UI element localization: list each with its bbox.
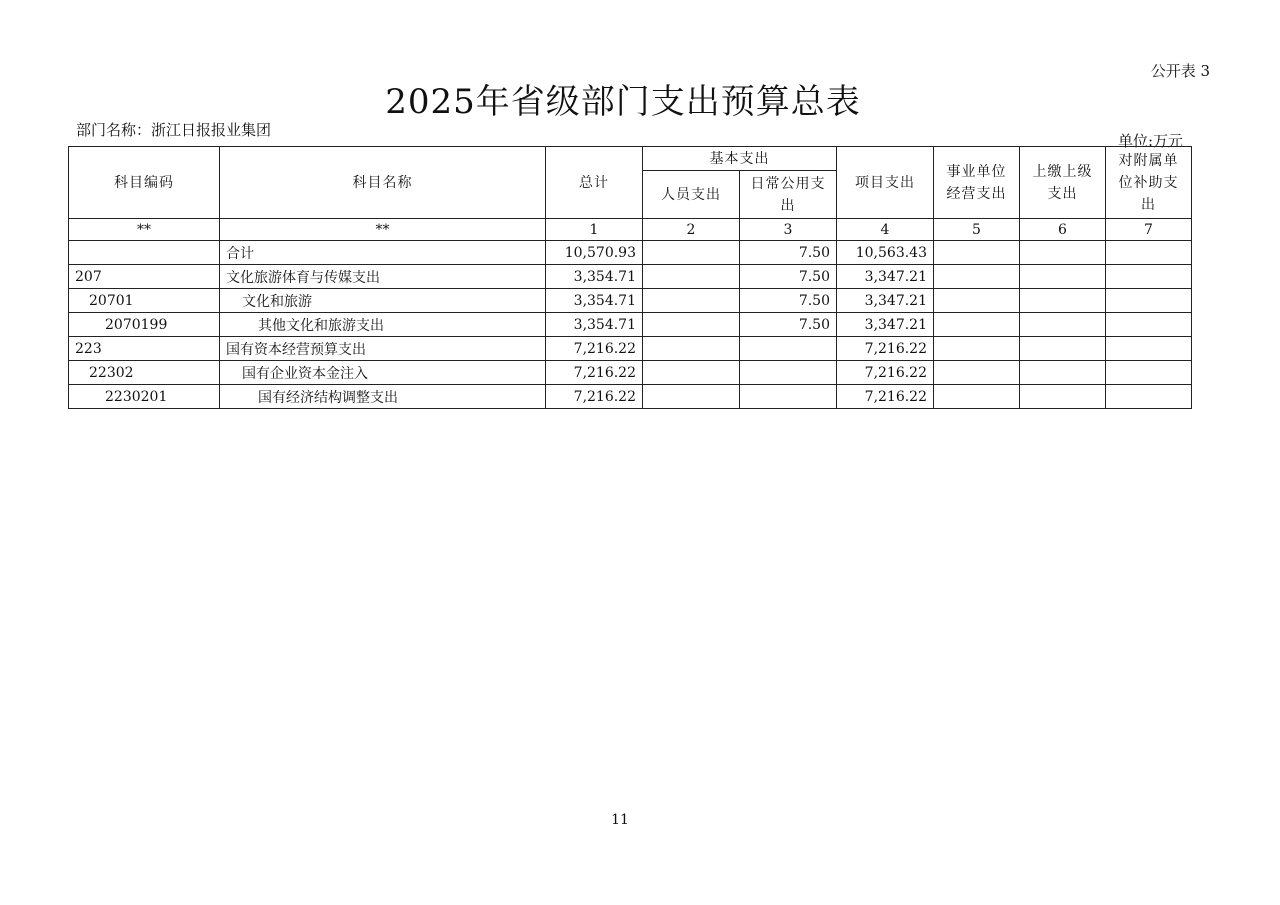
department-name: 部门名称：浙江日报报业集团 xyxy=(76,121,272,139)
row-project: 7,216.22 xyxy=(837,385,934,409)
row-name: 文化旅游体育与传媒支出 xyxy=(220,265,546,289)
row-upper-payment xyxy=(1020,241,1106,265)
row-subsidy xyxy=(1106,385,1192,409)
table-row xyxy=(69,385,1192,409)
row-personnel xyxy=(643,241,740,265)
header-business-unit: 事业单位经营支出 xyxy=(934,147,1020,219)
row-code: 2070199 xyxy=(69,313,220,337)
row-total: 7,216.22 xyxy=(546,361,643,385)
page-title: 2025年省级部门支出预算总表 xyxy=(385,82,861,122)
row-total: 3,354.71 xyxy=(546,313,643,337)
row-name: 国有企业资本金注入 xyxy=(220,361,546,385)
row-code: 22302 xyxy=(69,361,220,385)
row-name: 文化和旅游 xyxy=(220,289,546,313)
row-project: 3,347.21 xyxy=(837,313,934,337)
row-upper-payment xyxy=(1020,361,1106,385)
row-name: 国有资本经营预算支出 xyxy=(220,337,546,361)
row-total: 7,216.22 xyxy=(546,385,643,409)
header-project: 项目支出 xyxy=(837,147,934,219)
row-code: 223 xyxy=(69,337,220,361)
row-business-unit xyxy=(934,385,1020,409)
table-row xyxy=(69,265,1192,289)
header-name: 科目名称 xyxy=(220,147,546,219)
row-project: 7,216.22 xyxy=(837,337,934,361)
row-business-unit xyxy=(934,241,1020,265)
row-business-unit xyxy=(934,361,1020,385)
header-personnel: 人员支出 xyxy=(643,171,740,219)
row-name: 合计 xyxy=(220,241,546,265)
table-row-total xyxy=(69,241,1192,265)
row-subsidy xyxy=(1106,313,1192,337)
row-personnel xyxy=(643,385,740,409)
index-cell: 6 xyxy=(1020,219,1106,241)
row-code: 2230201 xyxy=(69,385,220,409)
index-cell: 5 xyxy=(934,219,1020,241)
index-cell: 7 xyxy=(1106,219,1192,241)
row-upper-payment xyxy=(1020,289,1106,313)
row-project: 3,347.21 xyxy=(837,265,934,289)
row-personnel xyxy=(643,289,740,313)
index-row xyxy=(69,219,1192,241)
row-project: 7,216.22 xyxy=(837,361,934,385)
row-daily-public: 7.50 xyxy=(740,241,837,265)
row-business-unit xyxy=(934,337,1020,361)
index-cell: ** xyxy=(69,219,220,241)
row-business-unit xyxy=(934,313,1020,337)
header-subsidy: 对附属单位补助支出 xyxy=(1106,147,1192,219)
row-daily-public: 7.50 xyxy=(740,313,837,337)
row-daily-public: 7.50 xyxy=(740,289,837,313)
index-cell: 4 xyxy=(837,219,934,241)
row-total: 3,354.71 xyxy=(546,265,643,289)
header-basic: 基本支出 xyxy=(643,147,837,171)
index-cell: ** xyxy=(220,219,546,241)
row-total: 3,354.71 xyxy=(546,289,643,313)
row-upper-payment xyxy=(1020,265,1106,289)
row-personnel xyxy=(643,337,740,361)
row-daily-public: 7.50 xyxy=(740,265,837,289)
header-total: 总计 xyxy=(546,147,643,219)
row-personnel xyxy=(643,361,740,385)
row-code: 207 xyxy=(69,265,220,289)
row-personnel xyxy=(643,265,740,289)
budget-table xyxy=(68,146,1192,409)
row-name: 国有经济结构调整支出 xyxy=(220,385,546,409)
page-number: 11 xyxy=(611,812,629,828)
row-total: 7,216.22 xyxy=(546,337,643,361)
public-table-label: 公开表 3 xyxy=(1150,62,1210,80)
row-subsidy xyxy=(1106,241,1192,265)
row-name: 其他文化和旅游支出 xyxy=(220,313,546,337)
index-cell: 2 xyxy=(643,219,740,241)
row-code: 20701 xyxy=(69,289,220,313)
row-subsidy xyxy=(1106,337,1192,361)
index-cell: 3 xyxy=(740,219,837,241)
header-upper-payment: 上缴上级支出 xyxy=(1020,147,1106,219)
row-project: 3,347.21 xyxy=(837,289,934,313)
table-row xyxy=(69,313,1192,337)
row-project: 10,563.43 xyxy=(837,241,934,265)
row-personnel xyxy=(643,313,740,337)
table-row xyxy=(69,361,1192,385)
unit-label: 单位:万元 xyxy=(1117,132,1183,150)
row-code xyxy=(69,241,220,265)
header-code: 科目编码 xyxy=(69,147,220,219)
row-subsidy xyxy=(1106,289,1192,313)
row-business-unit xyxy=(934,289,1020,313)
header-daily-public: 日常公用支出 xyxy=(740,171,837,219)
row-business-unit xyxy=(934,265,1020,289)
table-row xyxy=(69,289,1192,313)
row-subsidy xyxy=(1106,361,1192,385)
row-upper-payment xyxy=(1020,385,1106,409)
row-total: 10,570.93 xyxy=(546,241,643,265)
row-upper-payment xyxy=(1020,313,1106,337)
row-daily-public xyxy=(740,337,837,361)
row-subsidy xyxy=(1106,265,1192,289)
table-row xyxy=(69,337,1192,361)
row-daily-public xyxy=(740,361,837,385)
index-cell: 1 xyxy=(546,219,643,241)
row-daily-public xyxy=(740,385,837,409)
row-upper-payment xyxy=(1020,337,1106,361)
